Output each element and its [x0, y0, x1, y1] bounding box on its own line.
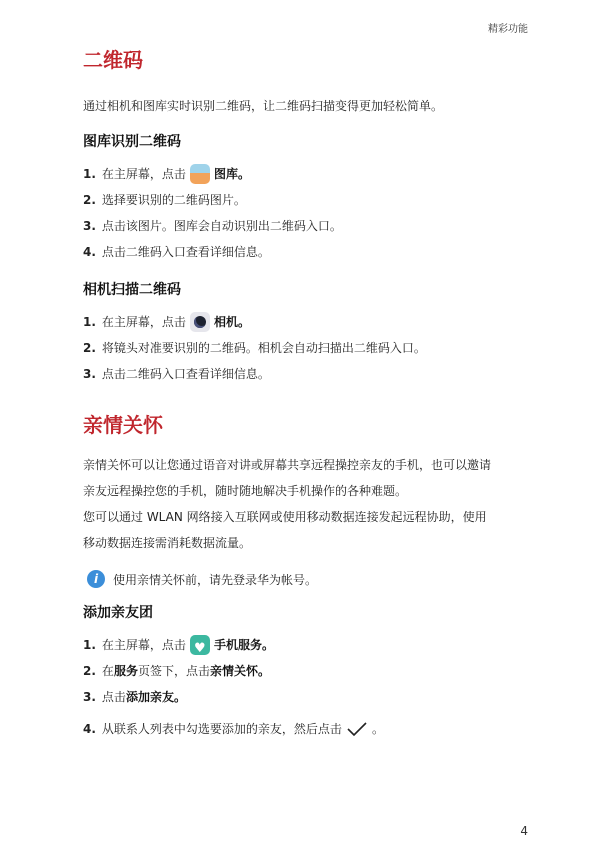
gallery-icon [190, 164, 210, 184]
info-icon: i [87, 570, 105, 588]
camera-heading: 相机扫描二维码 [83, 282, 181, 298]
care-intro: 亲情关怀可以让您通过语音对讲或屏幕共享远程操控亲友的手机，也可以邀请 亲友远程操控您的手机，随时随地解决手机操作的各种难题。 您可以通过 WLAN 网络接入互联网或使用移动数据连接发起远程协助，使用 移动数据连接需消耗数据流量。 [83, 458, 492, 550]
checkmark-icon [346, 721, 368, 737]
add-step-3: 3. 点击 添加亲友 。 [83, 690, 186, 704]
camera-step-3: 3. 点击二维码入口查看详细信息。 [83, 367, 270, 381]
qr-intro: 通过相机和图库实时识别二维码，让二维码扫描变得更加轻松简单。 [83, 99, 444, 113]
section-title-care: 亲情关怀 [83, 413, 163, 437]
gallery-heading: 图库识别二维码 [83, 134, 181, 150]
note: i 使用亲情关怀前，请先登录华为帐号。 [83, 566, 533, 592]
camera-icon [190, 312, 210, 332]
page-number: 4 [520, 824, 528, 838]
gallery-step-1: 1. 在主屏幕，点击 图库 。 [83, 161, 533, 187]
camera-step-2: 2. 将镜头对准要识别的二维码。相机会自动扫描出二维码入口。 [83, 341, 426, 355]
gallery-step-2: 2. 选择要识别的二维码图片。 [83, 193, 246, 207]
add-family-heading: 添加亲友团 [83, 605, 153, 621]
add-step-2: 2. 在 服务 页签下，点击 亲情关怀 。 [83, 664, 270, 678]
page-content [83, 44, 533, 742]
phone-service-icon [190, 635, 210, 655]
gallery-step-3: 3. 点击该图片。图库会自动识别出二维码入口。 [83, 219, 342, 233]
add-step-4: 4. 从联系人列表中勾选要添加的亲友，然后点击 。 [83, 722, 384, 736]
running-header: 精彩功能 [488, 24, 528, 35]
section-title-qr: 二维码 [83, 48, 143, 72]
gallery-step-4: 4. 点击二维码入口查看详细信息。 [83, 245, 270, 259]
camera-step-1: 1. 在主屏幕，点击 相机 。 [83, 309, 533, 335]
add-step-1: 1. 在主屏幕，点击 ♥ 手机服务 。 [83, 632, 533, 658]
